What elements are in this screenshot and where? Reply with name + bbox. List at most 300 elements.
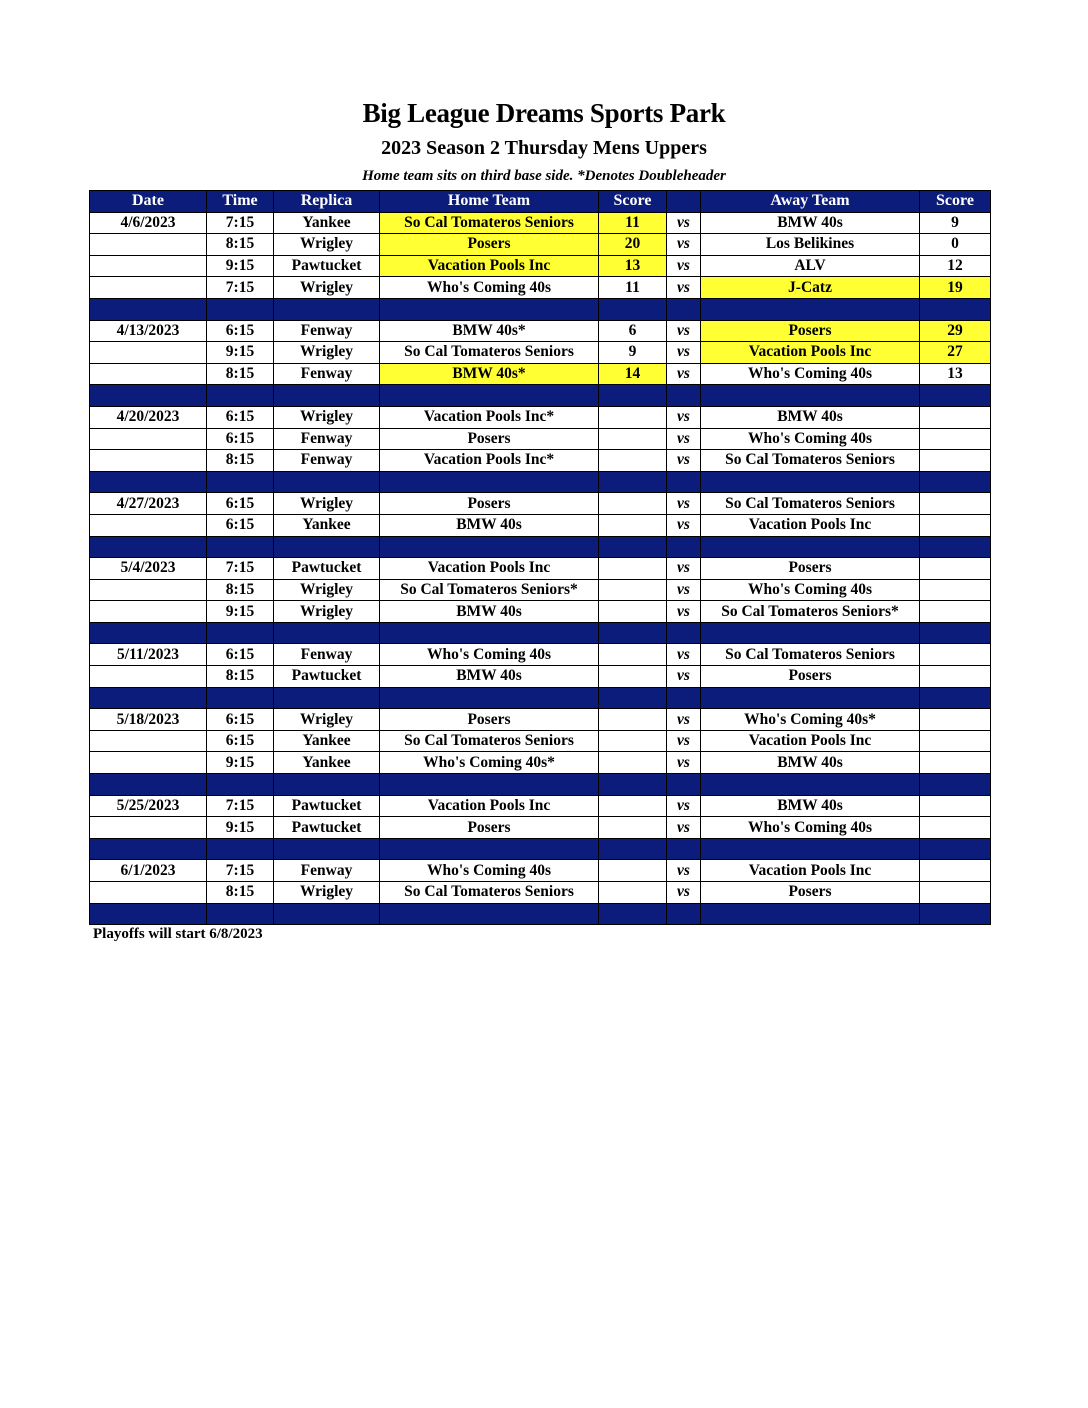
table-row: [90, 860, 991, 882]
separator-cell: [599, 838, 667, 860]
separator-cell: [701, 687, 920, 709]
game-date: [90, 428, 207, 450]
away-score: [920, 428, 991, 450]
game-date: 5/11/2023: [90, 644, 207, 666]
separator-cell: [701, 838, 920, 860]
table-row: [90, 255, 991, 277]
separator-cell: [207, 774, 274, 796]
table-row: [90, 882, 991, 904]
game-time: 9:15: [207, 817, 274, 839]
game-replica: Fenway: [274, 450, 380, 472]
home-team: BMW 40s*: [380, 320, 599, 342]
game-time: 7:15: [207, 558, 274, 580]
separator-cell: [701, 298, 920, 320]
game-replica: Pawtucket: [274, 558, 380, 580]
col-header-time: Time: [207, 191, 274, 213]
col-header-date: Date: [90, 191, 207, 213]
home-team: BMW 40s: [380, 514, 599, 536]
separator-cell: [274, 838, 380, 860]
game-time: 9:15: [207, 601, 274, 623]
away-team: BMW 40s: [701, 795, 920, 817]
table-row: [90, 428, 991, 450]
separator-cell: [90, 774, 207, 796]
home-score: 9: [599, 342, 667, 364]
away-team: So Cal Tomateros Seniors*: [701, 601, 920, 623]
separator-cell: [599, 471, 667, 493]
table-row: [90, 277, 991, 299]
separator-cell: [667, 622, 701, 644]
separator-cell: [920, 838, 991, 860]
separator-cell: [667, 298, 701, 320]
vs-label: vs: [667, 406, 701, 428]
separator-cell: [90, 687, 207, 709]
col-header-home-team: Home Team: [380, 191, 599, 213]
separator-cell: [920, 385, 991, 407]
home-score: [599, 730, 667, 752]
away-team: Who's Coming 40s: [701, 817, 920, 839]
game-date: [90, 730, 207, 752]
separator-cell: [207, 903, 274, 925]
separator-cell: [667, 536, 701, 558]
week-separator-row: [90, 536, 991, 558]
col-header-home-score: Score: [599, 191, 667, 213]
home-score: [599, 601, 667, 623]
separator-cell: [667, 687, 701, 709]
separator-cell: [90, 536, 207, 558]
game-date: [90, 234, 207, 256]
table-row: [90, 320, 991, 342]
game-date: 4/27/2023: [90, 493, 207, 515]
week-separator-row: [90, 471, 991, 493]
vs-label: vs: [667, 428, 701, 450]
vs-label: vs: [667, 817, 701, 839]
week-separator-row: [90, 838, 991, 860]
separator-cell: [701, 471, 920, 493]
home-team: Posers: [380, 817, 599, 839]
home-team: So Cal Tomateros Seniors: [380, 882, 599, 904]
week-separator-row: [90, 385, 991, 407]
vs-label: vs: [667, 277, 701, 299]
game-time: 7:15: [207, 795, 274, 817]
vs-label: vs: [667, 342, 701, 364]
separator-cell: [599, 774, 667, 796]
game-time: 6:15: [207, 406, 274, 428]
separator-cell: [380, 903, 599, 925]
away-score: [920, 817, 991, 839]
away-score: [920, 579, 991, 601]
page-title: Big League Dreams Sports Park: [362, 98, 726, 128]
game-date: [90, 752, 207, 774]
game-replica: Wrigley: [274, 579, 380, 601]
game-date: [90, 601, 207, 623]
home-score: [599, 428, 667, 450]
game-time: 8:15: [207, 666, 274, 688]
home-score: [599, 752, 667, 774]
away-team: So Cal Tomateros Seniors: [701, 644, 920, 666]
table-row: [90, 234, 991, 256]
schedule-note: Home team sits on third base side. *Denotes Doubleheader: [362, 168, 726, 184]
game-date: 5/4/2023: [90, 558, 207, 580]
away-team: BMW 40s: [701, 752, 920, 774]
home-score: [599, 493, 667, 515]
away-score: [920, 514, 991, 536]
game-replica: Wrigley: [274, 882, 380, 904]
game-time: 7:15: [207, 212, 274, 234]
table-row: [90, 644, 991, 666]
away-team: Posers: [701, 882, 920, 904]
home-team: Vacation Pools Inc: [380, 558, 599, 580]
vs-label: vs: [667, 860, 701, 882]
table-row: [90, 795, 991, 817]
home-score: 11: [599, 212, 667, 234]
game-time: 6:15: [207, 493, 274, 515]
away-score: [920, 795, 991, 817]
away-score: 19: [920, 277, 991, 299]
game-date: [90, 514, 207, 536]
separator-cell: [380, 471, 599, 493]
separator-cell: [920, 687, 991, 709]
game-date: [90, 579, 207, 601]
game-time: 6:15: [207, 514, 274, 536]
separator-cell: [667, 903, 701, 925]
home-team: BMW 40s: [380, 666, 599, 688]
vs-label: vs: [667, 212, 701, 234]
away-team: So Cal Tomateros Seniors: [701, 493, 920, 515]
table-row: [90, 363, 991, 385]
col-header-away-score: Score: [920, 191, 991, 213]
away-score: 13: [920, 363, 991, 385]
home-score: [599, 882, 667, 904]
game-time: 9:15: [207, 342, 274, 364]
table-row: [90, 666, 991, 688]
separator-cell: [207, 687, 274, 709]
away-team: Vacation Pools Inc: [701, 730, 920, 752]
away-team: J-Catz: [701, 277, 920, 299]
game-replica: Wrigley: [274, 709, 380, 731]
game-replica: Wrigley: [274, 342, 380, 364]
table-row: [90, 493, 991, 515]
game-replica: Yankee: [274, 212, 380, 234]
week-separator-row: [90, 774, 991, 796]
separator-cell: [920, 774, 991, 796]
away-score: 27: [920, 342, 991, 364]
away-score: [920, 558, 991, 580]
game-time: 8:15: [207, 450, 274, 472]
home-score: [599, 558, 667, 580]
game-date: [90, 342, 207, 364]
separator-cell: [701, 385, 920, 407]
separator-cell: [207, 385, 274, 407]
week-separator-row: [90, 903, 991, 925]
game-date: 4/13/2023: [90, 320, 207, 342]
game-time: 6:15: [207, 709, 274, 731]
game-replica: Pawtucket: [274, 817, 380, 839]
table-row: [90, 730, 991, 752]
game-replica: Yankee: [274, 752, 380, 774]
game-date: [90, 255, 207, 277]
separator-cell: [274, 385, 380, 407]
vs-label: vs: [667, 795, 701, 817]
separator-cell: [599, 385, 667, 407]
vs-label: vs: [667, 363, 701, 385]
home-team: Posers: [380, 709, 599, 731]
home-score: 11: [599, 277, 667, 299]
separator-cell: [207, 536, 274, 558]
separator-cell: [90, 903, 207, 925]
game-time: 9:15: [207, 255, 274, 277]
away-team: BMW 40s: [701, 212, 920, 234]
game-replica: Wrigley: [274, 493, 380, 515]
separator-cell: [274, 298, 380, 320]
separator-cell: [599, 903, 667, 925]
separator-cell: [274, 903, 380, 925]
home-team: So Cal Tomateros Seniors: [380, 342, 599, 364]
home-score: [599, 795, 667, 817]
game-replica: Pawtucket: [274, 255, 380, 277]
separator-cell: [207, 298, 274, 320]
game-replica: Fenway: [274, 428, 380, 450]
away-score: [920, 601, 991, 623]
away-team: ALV: [701, 255, 920, 277]
away-team: Vacation Pools Inc: [701, 514, 920, 536]
table-row: [90, 579, 991, 601]
separator-cell: [207, 838, 274, 860]
away-score: [920, 882, 991, 904]
home-team: Vacation Pools Inc*: [380, 406, 599, 428]
table-row: [90, 752, 991, 774]
separator-cell: [920, 903, 991, 925]
table-row: [90, 406, 991, 428]
game-time: 7:15: [207, 860, 274, 882]
home-score: [599, 514, 667, 536]
away-team: So Cal Tomateros Seniors: [701, 450, 920, 472]
game-date: [90, 363, 207, 385]
separator-cell: [380, 774, 599, 796]
game-date: [90, 817, 207, 839]
away-score: [920, 730, 991, 752]
home-team: Who's Coming 40s: [380, 644, 599, 666]
away-score: [920, 666, 991, 688]
separator-cell: [380, 838, 599, 860]
away-score: [920, 406, 991, 428]
separator-cell: [920, 536, 991, 558]
game-date: [90, 666, 207, 688]
away-team: Who's Coming 40s: [701, 428, 920, 450]
separator-cell: [667, 838, 701, 860]
vs-label: vs: [667, 234, 701, 256]
vs-label: vs: [667, 493, 701, 515]
vs-label: vs: [667, 579, 701, 601]
game-time: 6:15: [207, 730, 274, 752]
game-date: 5/18/2023: [90, 709, 207, 731]
separator-cell: [274, 687, 380, 709]
home-score: [599, 406, 667, 428]
home-team: Who's Coming 40s: [380, 860, 599, 882]
game-time: 8:15: [207, 234, 274, 256]
col-header-away-team: Away Team: [701, 191, 920, 213]
page-subtitle: 2023 Season 2 Thursday Mens Uppers: [381, 137, 707, 159]
game-time: 8:15: [207, 579, 274, 601]
separator-cell: [667, 385, 701, 407]
table-row: [90, 817, 991, 839]
game-replica: Fenway: [274, 644, 380, 666]
vs-label: vs: [667, 601, 701, 623]
table-row: [90, 212, 991, 234]
table-row: [90, 342, 991, 364]
separator-cell: [667, 471, 701, 493]
separator-cell: [667, 774, 701, 796]
vs-label: vs: [667, 709, 701, 731]
game-replica: Wrigley: [274, 277, 380, 299]
game-time: 6:15: [207, 320, 274, 342]
home-score: [599, 817, 667, 839]
home-score: 14: [599, 363, 667, 385]
home-score: 13: [599, 255, 667, 277]
schedule-table: [89, 190, 991, 925]
separator-cell: [701, 774, 920, 796]
home-team: So Cal Tomateros Seniors*: [380, 579, 599, 601]
game-replica: Pawtucket: [274, 795, 380, 817]
home-team: Who's Coming 40s: [380, 277, 599, 299]
table-row: [90, 601, 991, 623]
separator-cell: [274, 471, 380, 493]
home-team: Posers: [380, 493, 599, 515]
away-team: Posers: [701, 558, 920, 580]
game-date: [90, 882, 207, 904]
vs-label: vs: [667, 514, 701, 536]
schedule-body: [90, 212, 991, 925]
separator-cell: [701, 903, 920, 925]
away-score: [920, 709, 991, 731]
home-score: [599, 709, 667, 731]
home-score: [599, 450, 667, 472]
vs-label: vs: [667, 666, 701, 688]
separator-cell: [90, 298, 207, 320]
away-team: Who's Coming 40s: [701, 579, 920, 601]
col-header-replica: Replica: [274, 191, 380, 213]
game-replica: Yankee: [274, 730, 380, 752]
col-header-vs: [667, 191, 701, 213]
away-team: Vacation Pools Inc: [701, 860, 920, 882]
separator-cell: [599, 536, 667, 558]
game-replica: Wrigley: [274, 406, 380, 428]
game-date: 4/20/2023: [90, 406, 207, 428]
separator-cell: [599, 298, 667, 320]
separator-cell: [207, 471, 274, 493]
separator-cell: [90, 622, 207, 644]
separator-cell: [274, 536, 380, 558]
separator-cell: [599, 622, 667, 644]
game-replica: Pawtucket: [274, 666, 380, 688]
away-score: 12: [920, 255, 991, 277]
away-team: BMW 40s: [701, 406, 920, 428]
week-separator-row: [90, 687, 991, 709]
game-date: 5/25/2023: [90, 795, 207, 817]
separator-cell: [380, 536, 599, 558]
vs-label: vs: [667, 882, 701, 904]
table-row: [90, 514, 991, 536]
vs-label: vs: [667, 644, 701, 666]
game-time: 6:15: [207, 644, 274, 666]
home-team: Who's Coming 40s*: [380, 752, 599, 774]
table-header-row: [90, 191, 991, 213]
home-score: [599, 666, 667, 688]
separator-cell: [920, 622, 991, 644]
separator-cell: [380, 622, 599, 644]
away-team: Vacation Pools Inc: [701, 342, 920, 364]
away-team: Posers: [701, 320, 920, 342]
home-team: Vacation Pools Inc: [380, 255, 599, 277]
playoffs-note: Playoffs will start 6/8/2023: [93, 926, 263, 942]
separator-cell: [380, 687, 599, 709]
separator-cell: [380, 385, 599, 407]
separator-cell: [701, 622, 920, 644]
game-date: [90, 450, 207, 472]
vs-label: vs: [667, 752, 701, 774]
home-score: [599, 860, 667, 882]
game-replica: Yankee: [274, 514, 380, 536]
home-team: BMW 40s: [380, 601, 599, 623]
home-team: So Cal Tomateros Seniors: [380, 730, 599, 752]
away-score: [920, 493, 991, 515]
vs-label: vs: [667, 255, 701, 277]
table-row: [90, 709, 991, 731]
separator-cell: [90, 385, 207, 407]
separator-cell: [274, 774, 380, 796]
home-team: BMW 40s*: [380, 363, 599, 385]
separator-cell: [920, 298, 991, 320]
vs-label: vs: [667, 558, 701, 580]
away-score: [920, 644, 991, 666]
home-team: Vacation Pools Inc: [380, 795, 599, 817]
away-score: [920, 752, 991, 774]
table-row: [90, 450, 991, 472]
away-team: Los Belikines: [701, 234, 920, 256]
separator-cell: [920, 471, 991, 493]
home-team: Posers: [380, 234, 599, 256]
home-score: 20: [599, 234, 667, 256]
separator-cell: [90, 838, 207, 860]
away-score: [920, 860, 991, 882]
game-time: 7:15: [207, 277, 274, 299]
home-score: 6: [599, 320, 667, 342]
game-replica: Fenway: [274, 320, 380, 342]
game-time: 8:15: [207, 363, 274, 385]
game-date: [90, 277, 207, 299]
away-score: 29: [920, 320, 991, 342]
away-team: Posers: [701, 666, 920, 688]
home-team: So Cal Tomateros Seniors: [380, 212, 599, 234]
game-replica: Wrigley: [274, 234, 380, 256]
away-score: [920, 450, 991, 472]
separator-cell: [90, 471, 207, 493]
game-time: 8:15: [207, 882, 274, 904]
home-team: Posers: [380, 428, 599, 450]
game-replica: Wrigley: [274, 601, 380, 623]
away-score: 9: [920, 212, 991, 234]
home-team: Vacation Pools Inc*: [380, 450, 599, 472]
home-score: [599, 644, 667, 666]
separator-cell: [599, 687, 667, 709]
separator-cell: [274, 622, 380, 644]
away-team: Who's Coming 40s: [701, 363, 920, 385]
vs-label: vs: [667, 730, 701, 752]
week-separator-row: [90, 298, 991, 320]
home-score: [599, 579, 667, 601]
game-date: 4/6/2023: [90, 212, 207, 234]
game-date: 6/1/2023: [90, 860, 207, 882]
week-separator-row: [90, 622, 991, 644]
